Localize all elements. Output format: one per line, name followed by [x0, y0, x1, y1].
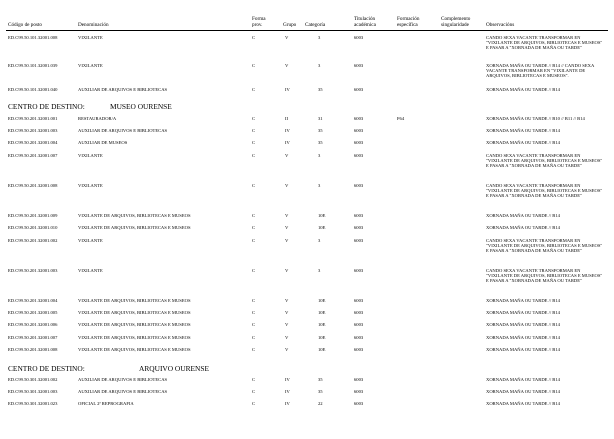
- cell-categoria: 10E: [318, 310, 326, 315]
- cell-denomination: AUXILIAR DE ARQUIVOS E BIBLIOTECAS: [78, 377, 168, 382]
- section-arquivo-name: ARQUIVO OURENSE: [139, 364, 210, 373]
- cell-formacion: F64: [397, 116, 405, 121]
- cell-observacions: XORNADA MAÑA OU TARDE // B14: [486, 322, 560, 327]
- cell-code: ED.C99.50.201.32001.007: [8, 153, 58, 158]
- cell-code: ED.C99.50.201.32001.004: [8, 298, 58, 303]
- cell-observacions: XORNADA MAÑA OU TARDE // B14: [486, 389, 560, 394]
- cell-denomination: RESTAURADOR/A: [78, 116, 117, 121]
- cell-code: ED.C99.50.201.32001.004: [8, 140, 58, 145]
- cell-grupo: IV: [285, 401, 290, 406]
- cell-grupo: II: [285, 116, 289, 121]
- cell-grupo: V: [285, 268, 289, 273]
- cell-titulacion: 6003: [354, 298, 364, 303]
- cell-denomination: AUXILIAR DE ARQUIVOS E BIBLIOTECAS: [78, 128, 168, 133]
- cell-titulacion: 6003: [354, 35, 364, 40]
- cell-categoria: 35: [318, 377, 323, 382]
- cell-denomination: VIXILANTE: [78, 153, 103, 158]
- cell-code: ED.C99.50.201.32001.008: [8, 347, 58, 352]
- cell-forma: C: [252, 35, 256, 40]
- cell-observacions: XORNADA MAÑA OU TARDE // B14 // CANDO SEXA VACANTE TRANSFORMAR EN "VIXILANTE DE ARQUIVOS, BIBLIOTECAS E MUSEOS".: [486, 63, 595, 79]
- cell-observacions: XORNADA MAÑA OU TARDE // B14: [486, 401, 560, 406]
- section-museo-name: MUSEO OURENSE: [110, 102, 172, 111]
- cell-grupo: IV: [285, 128, 290, 133]
- cell-forma: C: [252, 87, 256, 92]
- header-codigo: Código de posto: [8, 22, 43, 28]
- cell-observacions: XORNADA MAÑA OU TARDE // B14: [486, 128, 560, 133]
- cell-forma: C: [252, 268, 256, 273]
- cell-code: ED.C99.50.301.32001.002: [8, 377, 58, 382]
- cell-grupo: V: [285, 335, 289, 340]
- cell-titulacion: 6003: [354, 347, 364, 352]
- cell-denomination: VIXILANTE DE ARQUIVOS, BIBLIOTECAS E MUSEOS: [78, 298, 191, 303]
- cell-forma: C: [252, 401, 256, 406]
- cell-forma: C: [252, 322, 256, 327]
- cell-observacions: XORNADA MAÑA OU TARDE // B14: [486, 310, 560, 315]
- cell-observacions: CANDO SEXA VACANTE TRANSFORMAR EN "VIXILANTE DE ARQUIVOS, BIBLIOTECAS E MUSEOS" E PASAR A "XORNADA DE MAÑA OU TARDE": [486, 268, 603, 284]
- cell-categoria: 35: [318, 87, 323, 92]
- header-formacion: Formación específica: [397, 16, 420, 28]
- cell-code: ED.C99.50.201.32001.006: [8, 322, 58, 327]
- cell-grupo: IV: [285, 389, 290, 394]
- cell-observacions: XORNADA MAÑA OU TARDE // B14: [486, 298, 560, 303]
- cell-titulacion: 6003: [354, 389, 364, 394]
- cell-categoria: 3: [318, 238, 321, 243]
- cell-categoria: 10E: [318, 347, 326, 352]
- cell-forma: C: [252, 225, 256, 230]
- cell-denomination: VIXILANTE: [78, 238, 103, 243]
- cell-titulacion: 6003: [354, 322, 364, 327]
- cell-code: ED.C99.50.101.32001.039: [8, 63, 58, 68]
- cell-grupo: V: [285, 322, 289, 327]
- cell-grupo: IV: [285, 377, 290, 382]
- cell-categoria: 3: [318, 35, 321, 40]
- cell-denomination: VIXILANTE DE ARQUIVOS, BIBLIOTECAS E MUSEOS: [78, 347, 191, 352]
- cell-grupo: V: [285, 213, 289, 218]
- cell-forma: C: [252, 389, 256, 394]
- cell-observacions: CANDO SEXA VACANTE TRANSFORMAR EN "VIXILANTE DE ARQUIVOS, BIBLIOTECAS E MUSEOS" E PASAR A "XORNADA DE MAÑA OU TARDE": [486, 183, 603, 199]
- cell-observacions: XORNADA MAÑA OU TARDE // B14: [486, 225, 560, 230]
- cell-titulacion: 6003: [354, 401, 364, 406]
- cell-grupo: V: [285, 347, 289, 352]
- cell-grupo: V: [285, 183, 289, 188]
- cell-denomination: VIXILANTE DE ARQUIVOS, BIBLIOTECAS E MUSEOS: [78, 310, 191, 315]
- cell-forma: C: [252, 335, 256, 340]
- cell-categoria: 3: [318, 153, 321, 158]
- cell-code: ED.C99.50.201.32001.002: [8, 238, 58, 243]
- cell-categoria: 10E: [318, 225, 326, 230]
- cell-titulacion: 6003: [354, 238, 364, 243]
- cell-categoria: 35: [318, 389, 323, 394]
- cell-titulacion: 6003: [354, 268, 364, 273]
- cell-categoria: 35: [318, 140, 323, 145]
- cell-denomination: AUXILIAR DE ARQUIVOS E BIBLIOTECAS: [78, 87, 168, 92]
- cell-grupo: V: [285, 238, 289, 243]
- cell-observacions: XORNADA MAÑA OU TARDE // B14: [486, 347, 560, 352]
- header-categoria: Categoría: [305, 22, 326, 28]
- cell-denomination: AUXILIAR DE MUSEOS: [78, 140, 128, 145]
- cell-code: ED.C99.50.201.32001.001: [8, 116, 58, 121]
- cell-titulacion: 6003: [354, 140, 364, 145]
- cell-code: ED.C99.50.201.32001.008: [8, 183, 58, 188]
- header-observacions: Observacións: [486, 22, 515, 28]
- header-rule: [6, 30, 608, 31]
- cell-grupo: V: [285, 310, 289, 315]
- cell-titulacion: 6003: [354, 116, 364, 121]
- cell-code: ED.C99.50.201.32001.007: [8, 335, 58, 340]
- cell-forma: C: [252, 153, 256, 158]
- cell-titulacion: 6003: [354, 128, 364, 133]
- cell-denomination: AUXILIAR DE ARQUIVOS E BIBLIOTECAS: [78, 389, 168, 394]
- cell-titulacion: 6003: [354, 183, 364, 188]
- cell-grupo: V: [285, 35, 289, 40]
- cell-forma: C: [252, 128, 256, 133]
- cell-code: ED.C99.50.201.32001.003: [8, 128, 58, 133]
- cell-forma: C: [252, 298, 256, 303]
- cell-code: ED.C99.50.201.32001.010: [8, 225, 58, 230]
- cell-categoria: 10E: [318, 298, 326, 303]
- cell-titulacion: 6003: [354, 225, 364, 230]
- cell-grupo: V: [285, 298, 289, 303]
- cell-forma: C: [252, 310, 256, 315]
- cell-titulacion: 6003: [354, 87, 364, 92]
- cell-code: ED.C99.50.101.32001.008: [8, 35, 58, 40]
- cell-denomination: VIXILANTE DE ARQUIVOS, BIBLIOTECAS E MUSEOS: [78, 322, 191, 327]
- cell-grupo: V: [285, 225, 289, 230]
- cell-code: ED.C99.50.201.32001.009: [8, 213, 58, 218]
- section-arquivo-label: CENTRO DE DESTINO:: [8, 364, 85, 373]
- cell-denomination: VIXILANTE DE ARQUIVOS, BIBLIOTECAS E MUSEOS: [78, 335, 191, 340]
- cell-titulacion: 6003: [354, 213, 364, 218]
- cell-categoria: 22: [318, 401, 323, 406]
- cell-denomination: VIXILANTE: [78, 183, 103, 188]
- cell-grupo: IV: [285, 140, 290, 145]
- cell-categoria: 10E: [318, 322, 326, 327]
- cell-code: ED.C99.50.101.32001.040: [8, 87, 58, 92]
- cell-observacions: XORNADA MAÑA OU TARDE // B10 // B11 // B14: [486, 116, 585, 121]
- cell-denomination: VIXILANTE: [78, 63, 103, 68]
- cell-code: ED.C99.50.201.32001.003: [8, 268, 58, 273]
- header-forma: Forma prov.: [252, 16, 266, 28]
- cell-titulacion: 6003: [354, 63, 364, 68]
- cell-titulacion: 6003: [354, 377, 364, 382]
- cell-grupo: V: [285, 153, 289, 158]
- cell-forma: C: [252, 377, 256, 382]
- cell-categoria: 3: [318, 63, 321, 68]
- cell-forma: C: [252, 238, 256, 243]
- cell-categoria: 35: [318, 128, 323, 133]
- cell-grupo: V: [285, 63, 289, 68]
- header-titulacion: Titulación académica: [354, 16, 376, 28]
- cell-denomination: VIXILANTE: [78, 268, 103, 273]
- cell-forma: C: [252, 183, 256, 188]
- cell-observacions: CANDO SEXA VACANTE TRANSFORMAR EN "VIXILANTE DE ARQUIVOS, BIBLIOTECAS E MUSEOS" E PASAR A "XORNADA DE MAÑA OU TARDE": [486, 238, 603, 254]
- cell-code: ED.C99.50.301.32001.023: [8, 401, 58, 406]
- cell-observacions: XORNADA MAÑA OU TARDE // B14: [486, 87, 560, 92]
- cell-code: ED.C99.50.201.32001.005: [8, 310, 58, 315]
- cell-categoria: 10E: [318, 213, 326, 218]
- header-grupo: Grupo: [283, 22, 297, 28]
- cell-forma: C: [252, 347, 256, 352]
- cell-forma: C: [252, 116, 256, 121]
- cell-code: ED.C99.50.301.32001.003: [8, 389, 58, 394]
- header-denominacion: Denominación: [78, 22, 109, 28]
- cell-forma: C: [252, 140, 256, 145]
- header-complemento: Complemento singularidade: [441, 16, 471, 28]
- cell-observacions: XORNADA MAÑA OU TARDE // B14: [486, 140, 560, 145]
- section-museo-label: CENTRO DE DESTINO:: [8, 102, 85, 111]
- cell-categoria: 3: [318, 268, 321, 273]
- cell-categoria: 10E: [318, 335, 326, 340]
- cell-titulacion: 6003: [354, 153, 364, 158]
- cell-categoria: 3: [318, 183, 321, 188]
- cell-observacions: CANDO SEXA VACANTE TRANSFORMAR EN "VIXILANTE DE ARQUIVOS, BIBLIOTECAS E MUSEOS" E PASAR A "XORNADA DE MAÑA OU TARDE": [486, 153, 603, 169]
- cell-observacions: CANDO SEXA VACANTE TRANSFORMAR EN "VIXILANTE DE ARQUIVOS, BIBLIOTECAS E MUSEOS" E PASAR A "XORNADA DE MAÑA OU TARDE": [486, 35, 603, 51]
- cell-observacions: XORNADA MAÑA OU TARDE // B14: [486, 213, 560, 218]
- cell-grupo: IV: [285, 87, 290, 92]
- cell-denomination: VIXILANTE: [78, 35, 103, 40]
- cell-forma: C: [252, 63, 256, 68]
- cell-observacions: XORNADA MAÑA OU TARDE // B14: [486, 335, 560, 340]
- cell-denomination: VIXILANTE DE ARQUIVOS, BIBLIOTECAS E MUSEOS: [78, 213, 191, 218]
- cell-denomination: OFICIAL 2ª REPROGRAFIA: [78, 401, 134, 406]
- cell-observacions: XORNADA MAÑA OU TARDE // B14: [486, 377, 560, 382]
- cell-forma: C: [252, 213, 256, 218]
- cell-denomination: VIXILANTE DE ARQUIVOS, BIBLIOTECAS E MUSEOS: [78, 225, 191, 230]
- cell-titulacion: 6003: [354, 335, 364, 340]
- cell-titulacion: 6003: [354, 310, 364, 315]
- cell-categoria: 31: [318, 116, 323, 121]
